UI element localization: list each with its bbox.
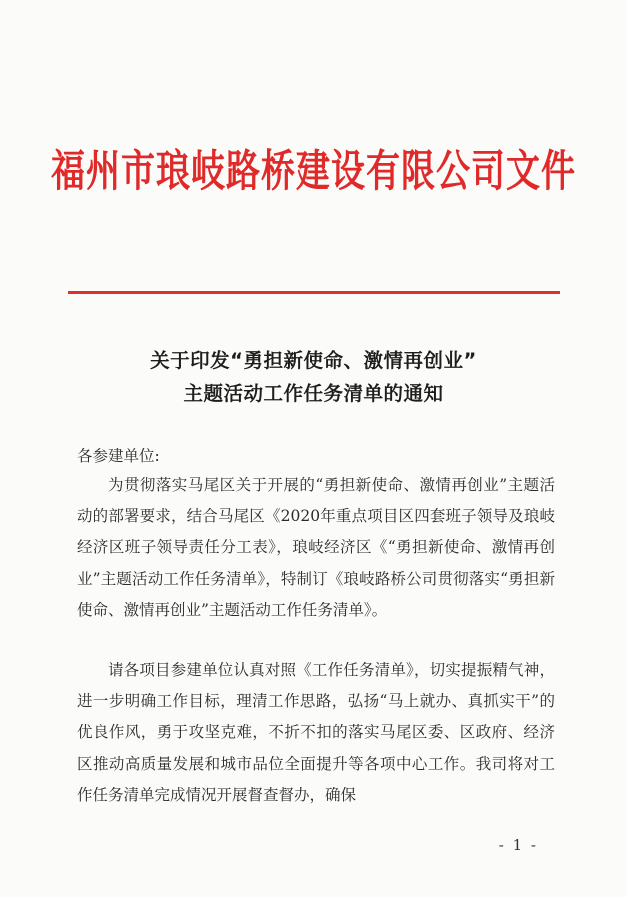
body-paragraph-1: 为贯彻落实马尾区关于开展的“勇担新使命、激情再创业”主题活动的部署要求，结合马尾区《2020年重点项目区四套班子领导及琅岐经济区班子领导责任分工表》，琅岐经济区《“勇担新使命、激情再创业”主题活动工作任务清单》，特制订《琅岐路桥公司贯彻落实“勇担新使命、激情再创业”主题活动工作任务清单》。 — [77, 476, 555, 619]
notice-title-line-1: 关于印发“勇担新使命、激情再创业” — [150, 349, 477, 372]
salutation: 各参建单位: — [77, 447, 160, 465]
masthead-title: 福州市琅岐路桥建设有限公司文件 — [51, 146, 576, 198]
notice-title-line-2: 主题活动工作任务清单的通知 — [183, 382, 444, 405]
page-number: - 1 - — [498, 836, 538, 854]
red-separator-rule — [68, 291, 560, 294]
body-paragraph-2: 请各项目参建单位认真对照《工作任务清单》，切实提振精气神，进一步明确工作目标，理清工作思路，弘扬“马上就办、真抓实干”的优良作风，勇于攻坚克难，不折不扣的落实马尾区委、区政府、经济区推动高质量发展和城市品位全面提升等各项中心工作。我司将对工作任务清单完成情况开展督查督办，确保 — [77, 661, 555, 804]
